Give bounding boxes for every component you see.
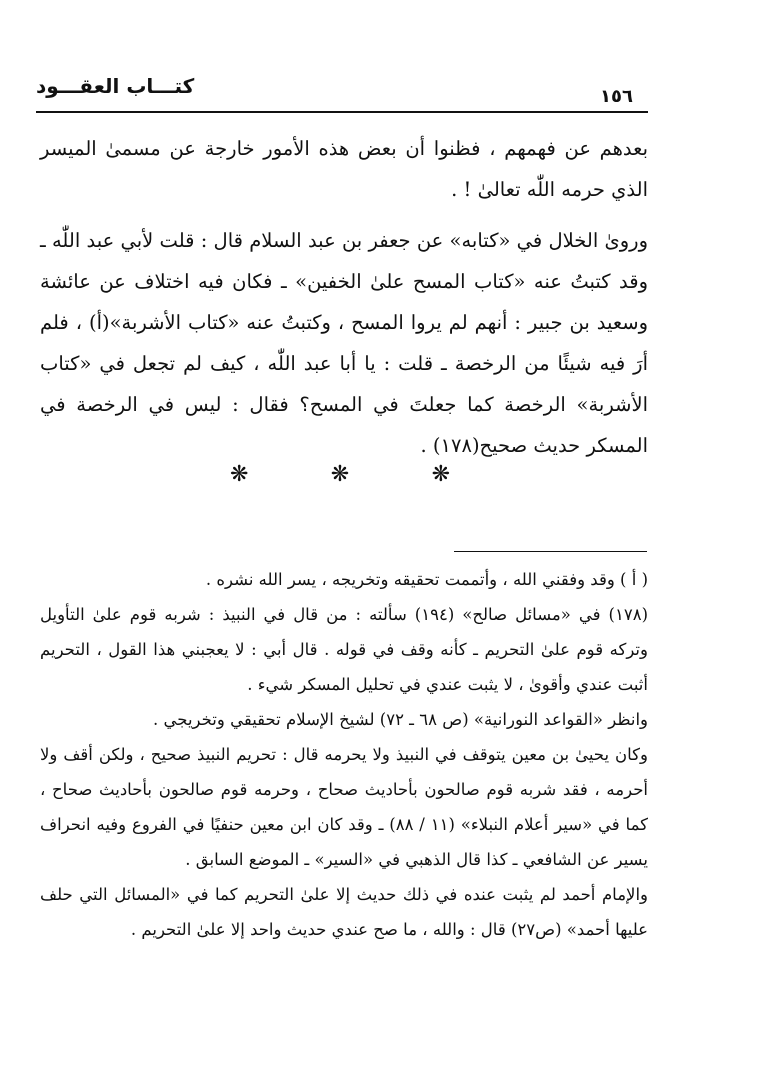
footnotes bbox=[40, 562, 648, 947]
footnote-rule bbox=[454, 551, 647, 552]
footnote-a: ( أ ) وقد وفقني الله ، وأتممت تحقيقه وتخريجه ، يسر الله نشره . bbox=[205, 570, 648, 589]
main-text bbox=[40, 128, 648, 466]
footnote-178-cont-3: والإمام أحمد لم يثبت عنده في ذلك حديث إلا علىٰ التحريم كما في «المسائل التي حلف عليها أحمد» (ص٢٧) قال : والله ، ما صح عندي حديث واحد إلا علىٰ التحريم . bbox=[40, 885, 648, 939]
star-ornament: ❋ bbox=[431, 462, 450, 487]
star-ornament: ❋ bbox=[230, 462, 249, 487]
footnote-178: (١٧٨) في «مسائل صالح» (١٩٤) سألته : من قال في النبيذ : شربه قوم علىٰ التأويل وتركه قوم علىٰ التحريم ـ كأنه وقف في قوله . قال أبي : لا يعجبني هذا القول ، التحريم أثبت عندي وأقوىٰ ، لا يثبت عندي في تحليل المسكر شيء . bbox=[40, 605, 648, 694]
footnote-178-cont-2: وكان يحيىٰ بن معين يتوقف في النبيذ ولا يحرمه قال : تحريم النبيذ صحيح ، ولكن أقف ولا أحرمه ، فقد شربه قوم صالحون بأحاديث صحاح ، وحرمه قوم صالحون بأحاديث صحاح ، كما في «سير أعلام النبلاء» (١١ / ٨٨) ـ وقد كان ابن معين حنفيًا في الفروع وفيه انحراف يسير عن الشافعي ـ كذا قال الذهبي في «السير» ـ الموضع السابق . bbox=[40, 745, 648, 869]
running-header-title: كتـــاب العقـــود bbox=[36, 74, 195, 98]
footnote-178-cont-1: وانظر «القواعد النورانية» (ص ٦٨ ـ ٧٢) لشيخ الإسلام تحقيقي وتخريجي . bbox=[153, 710, 648, 729]
page-number: ١٥٦ bbox=[600, 86, 633, 107]
paragraph-1: بعدهم عن فهمهم ، فظنوا أن بعض هذه الأمور خارجة عن مسمىٰ الميسر الذي حرمه اللّٰه تعالىٰ ! . bbox=[40, 137, 648, 201]
section-separator bbox=[230, 462, 450, 487]
star-ornament: ❋ bbox=[330, 462, 350, 487]
header-rule bbox=[36, 111, 648, 113]
paragraph-2: وروىٰ الخلال في «كتابه» عن جعفر بن عبد السلام قال : قلت لأبي عبد اللّٰه ـ وقد كتبتُ عنه «كتاب المسح علىٰ الخفين» ـ فكان فيه اختلاف عن عائشة وسعيد بن جبير : أنهم لم يروا المسح ، وكتبتُ عنه «كتاب الأشربة»(أ) ، فلم أرَ فيه شيئًا من الرخصة ـ قلت : يا أبا عبد اللّٰه ، كيف لم تجعل في «كتاب الأشربة» الرخصة كما جعلتَ في المسح؟ فقال : ليس في الرخصة في المسكر حديث صحيح(١٧٨) . bbox=[40, 229, 648, 457]
